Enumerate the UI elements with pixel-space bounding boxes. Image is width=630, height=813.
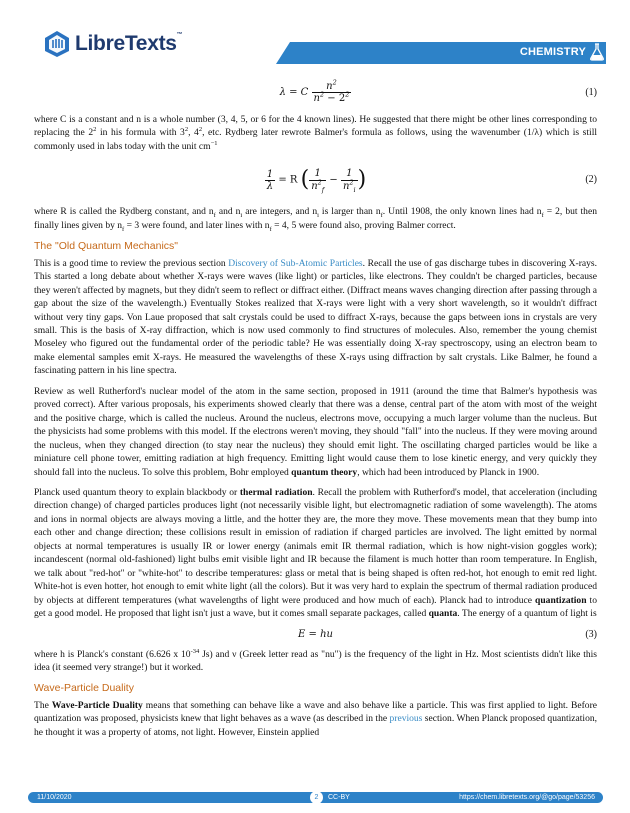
equation-1: λ = C $\frac{n^2}{n^2 - 2^2}$ (1) xyxy=(34,79,597,107)
equation-number: (1) xyxy=(585,87,597,98)
link-discovery-subatomic[interactable]: Discovery of Sub-Atomic Particles xyxy=(228,257,363,269)
flask-icon xyxy=(590,43,604,61)
equation-2: $\frac{1}{\lambda}$ = R ( $\frac{1}{n^2_f}$ − $\frac{1}{n^2_i}$ ) (2) xyxy=(34,160,597,200)
paragraph-wave-particle: The Wave-Particle Duality means that something can behave like a wave and also behave like a particle. This was first applied to light. Before quantization was proposed, physicists knew that light behaves as a wave (as described in the previous section. When Planck proposed quantization, he thought it was a property of atoms, not light. However, Einstein applied xyxy=(34,699,598,738)
paragraph-x-rays: This is a good time to review the previous section Discovery of Sub-Atomic Particles. Recall the use of gas discharge tubes in discovering X-rays. This started a long debate about whether X-rays were waves (like light) or particles, like electrons. They couldn't be charged particles, because they weren't affected by magnets, but they didn't seem to reflect or diffract either. (Diffract means waves changing direction after passing through a gap about the size of the wavelength.) Eventually Stokes realized that X-rays were light with a very short wavelength, so it wouldn't diffract without very tiny gaps. Von Laue proposed that salt crystals could be used to diffract X-rays, because the gaps between ions in crystals are very small. This is the basis of X-ray diffraction, which is now used commonly to find structures of molecules. Also, remember the young chemist Moseley who figured out the fundamental order of the periodic table? He was essentially doing X-ray spectroscopy, using an electron beam to make elemental samples emit X-rays. He measured the wavelengths of these X-rays using diffraction by salt crystals. Like Balmer, he found a fascinating pattern in his line spectra. xyxy=(34,257,597,377)
heading-old-quantum-mechanics: The "Old Quantum Mechanics" xyxy=(34,240,179,253)
paragraph-planck: Planck used quantum theory to explain blackbody or thermal radiation. Recall the problem with Rutherford's model, that acceleration (including direction change) of charged particles produces light (not necessarily visible light, but electromagnetic radiation of some wavelength). The atoms and ions in normal objects are always moving a little, and the hotter they are, the more they move. These movements mean that they bump into each other and change direction; these collisions result in emission of radiation if charged particles are involved. The light emitted by normal objects at normal temperatures is usually IR or lower energy (animals emit IR thermal radiation, which is how night-vision goggles work); incandescent (normal old-fashioned) light bulbs emit visible light and IR because the filament is much hotter than room temperature. In English, we talk about "red-hot" or "white-hot" to describe temperatures: glass or metal that is being shaped is often red-hot, hot enough to emit red light. White-hot is even hotter, hot enough to emit white light (all the colors). But it was very hard to explain the spectrum of thermal radiation produced by objects at different temperatures (what wavelengths of light were produced and how much of each). Planck had to introduce quantization to get a good model. He proposed that light isn't just a wave, but it comes small separate packages, called quanta. The energy of a quantum of light is xyxy=(34,486,597,620)
paragraph-planck-constant: where h is Planck's constant (6.626 x $10^{-34}$ Js) and ν (Greek letter read as "nu") is the frequency of the light in Hz. Most scientists didn't like this idea (it seemed very strange!) but it worked. xyxy=(34,647,597,673)
libretexts-logo[interactable] xyxy=(44,30,182,58)
page-header xyxy=(0,0,630,78)
footer-page-number: 2 xyxy=(310,791,323,804)
footer-url[interactable]: https://chem.libretexts.org/@go/page/53256 xyxy=(459,793,595,801)
heading-wave-particle-duality: Wave-Particle Duality xyxy=(34,682,134,695)
brand-name: LibreTexts™ xyxy=(75,32,183,55)
footer-date: 11/10/2020 xyxy=(37,793,72,801)
section-label[interactable]: CHEMISTRY xyxy=(519,46,586,58)
equation-number: (3) xyxy=(585,628,597,640)
page-footer xyxy=(28,792,603,803)
paragraph-rutherford: Review as well Rutherford's nuclear model of the atom in the same section, proposed in 1911 (around the time that Balmer's hypothesis was proved correct). After various proposals, his experiments showed clearly that there was a dense, central part of the atom with most of the weight and the positive charge, which is called the nucleus. Around the nucleus, electrons move, occupying a much larger volume than the nucleus. But the physicists had some problems with this model. If the electrons weren't moving, they should "fall" into the nucleus. If they were moving around the nucleus, when they changed direction (to stay near the nucleus) they should emit light. The oscillating charged particles would be like a miniature cell phone tower, emitting radiation at high frequency. Emitting light would cause them to lose kinetic energy, and very quickly they should fall into the nucleus. To solve this problem, Bohr employed quantum theory, which had been introduced by Planck in 1900. xyxy=(34,385,597,478)
equation-3: E = hu (3) xyxy=(34,624,597,646)
paragraph-rydberg: where R is called the Rydberg constant, and $n_f$ and $n_i$ are integers, and $n_i$ is larger than $n_f$. Until 1908, the only known lines had $n_f = 2$, but then finally lines given by $n_f = 3$ were found, and later lines with $n_f = 4$, 5 were found also, proving Balmer correct. xyxy=(34,206,597,233)
page-content xyxy=(34,78,597,739)
link-previous-section[interactable]: previous xyxy=(389,713,423,725)
equation-number: (2) xyxy=(585,174,597,186)
libretexts-hexagon-icon xyxy=(44,30,70,58)
paragraph-balmer: where C is a constant and n is a whole number (3, 4, 5, or 6 for the 4 known lines). He suggested that there might be other lines corresponding to replacing the $2^2$ in his formula with $3^2$, $4^2$, etc. Rydberg later rewrote Balmer's formula as follows, using the wavenumber (1/λ) which is still commonly used in labs today with the unit $cm^{-1}$ xyxy=(34,114,597,152)
footer-license[interactable]: CC-BY xyxy=(328,793,350,801)
